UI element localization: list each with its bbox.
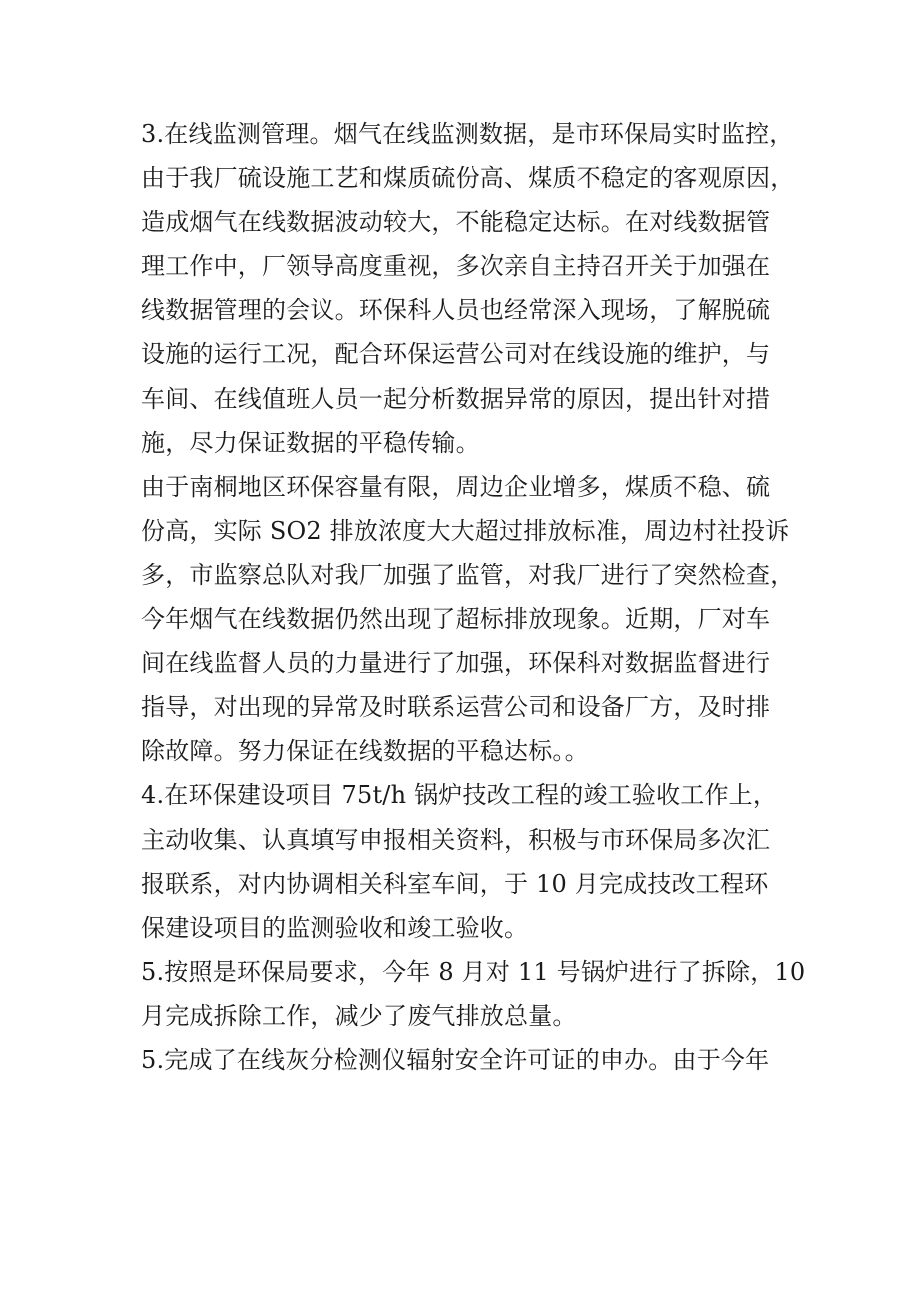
text-line: 线数据管理的会议。环保科人员也经常深入现场，了解脱硫: [141, 296, 771, 325]
paragraph-online-monitoring: [141, 112, 801, 465]
text-line: 除故障。努力保证在线数据的平稳达标。。: [141, 737, 589, 766]
text-line: 5.完成了在线灰分检测仪辐射安全许可证的申办。由于今年: [141, 1045, 770, 1074]
paragraph-radiation-license: [141, 1038, 801, 1082]
text-line: 份高，实际 SO2 排放浓度大大超过排放标准，周边村社投诉: [141, 516, 790, 545]
text-line: 今年烟气在线数据仍然出现了超标排放现象。近期，厂对车: [141, 605, 771, 634]
text-line: 设施的运行工况，配合环保运营公司对在线设施的维护，与: [141, 340, 771, 369]
text-line: 理工作中，厂领导高度重视，多次亲自主持召开关于加强在: [141, 252, 771, 281]
text-line: 指导，对出现的异常及时联系运营公司和设备厂方，及时排: [141, 693, 771, 722]
text-line: 间在线监督人员的力量进行了加强，环保科对数据监督进行: [141, 649, 771, 678]
paragraph-environmental-capacity: [141, 465, 801, 774]
text-line: 4.在环保建设项目 75t/h 锅炉技改工程的竣工验收工作上，: [141, 781, 778, 810]
text-line: 施，尽力保证数据的平稳传输。: [141, 428, 480, 457]
document-body: [141, 112, 806, 1082]
text-line: 3.在线监测管理。烟气在线监测数据，是市环保局实时监控，: [141, 120, 794, 148]
text-line: 造成烟气在线数据波动较大，不能稳定达标。在对线数据管: [141, 208, 771, 237]
text-line: 车间、在线值班人员一起分析数据异常的原因，提出针对措: [141, 384, 771, 413]
text-line: 报联系，对内协调相关科室车间，于 10 月完成技改工程环: [141, 869, 769, 898]
text-line: 由于南桐地区环保容量有限，周边企业增多，煤质不稳、硫: [141, 472, 771, 501]
paragraph-boiler-demolition: [141, 950, 806, 1038]
text-line: 由于我厂硫设施工艺和煤质硫份高、煤质不稳定的客观原因，: [141, 164, 795, 193]
text-line: 5.按照是环保局要求，今年 8 月对 11 号锅炉进行了拆除，10: [141, 957, 806, 986]
text-line: 主动收集、认真填写申报相关资料，积极与市环保局多次汇: [141, 825, 771, 854]
text-line: 月完成拆除工作，减少了废气排放总量。: [141, 1001, 577, 1030]
paragraph-boiler-acceptance: [141, 773, 801, 949]
text-line: 保建设项目的监测验收和竣工验收。: [141, 913, 529, 942]
text-line: 多，市监察总队对我厂加强了监管，对我厂进行了突然检查，: [141, 560, 795, 589]
